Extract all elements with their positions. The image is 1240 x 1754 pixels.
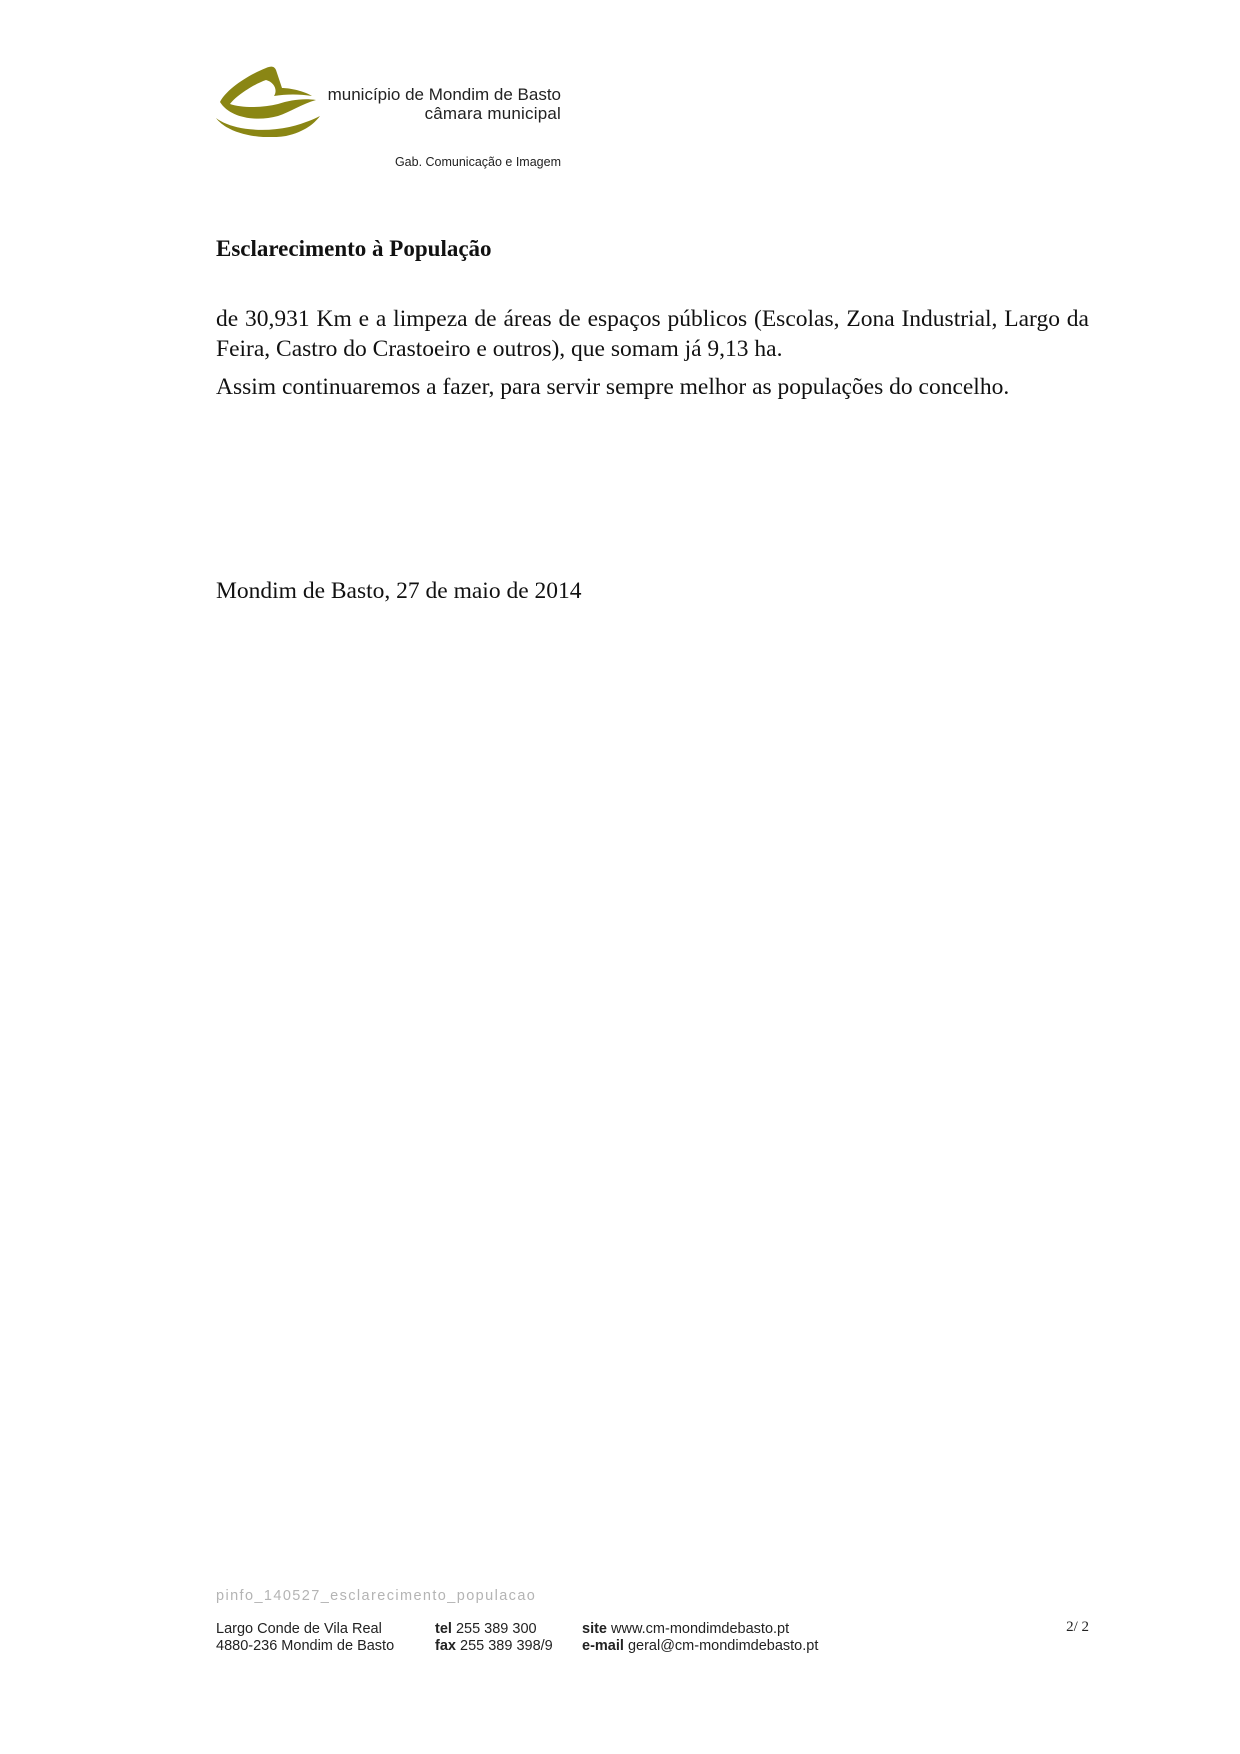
document-title: Esclarecimento à População [216,236,492,261]
tel-value: 255 389 300 [455,1621,537,1637]
fax-value: 255 389 398/9 [460,1638,553,1654]
address-line-1: Largo Conde de Vila Real [216,1621,382,1637]
page-number: 2/ 2 [1066,1619,1089,1635]
footer-phone [435,1621,553,1655]
site-link[interactable]: www.cm-mondimdebasto.pt [611,1621,790,1637]
place-date: Mondim de Basto, 27 de maio de 2014 [216,578,582,604]
address-line-2: 4880-236 Mondim de Basto [216,1638,395,1654]
footer-web [582,1621,818,1655]
org-name [328,85,561,123]
document-reference: pinfo_140527_esclarecimento_populacao [216,1588,537,1604]
letterhead [216,62,561,177]
fax-label: fax [435,1638,456,1654]
org-name-line1: município de Mondim de Basto [327,85,561,104]
page-footer [216,1621,1089,1661]
body-paragraph-1: de 30,931 Km e a limpeza de áreas de espaços públicos (Escolas, Zona Industrial, Largo da Feira, Castro do Crastoeiro e outros), que somam já 9,13 ha. [216,306,1089,362]
email-label: e-mail [582,1638,624,1654]
department-label: Gab. Comunicação e Imagem [394,155,561,169]
org-name-line2: câmara municipal [424,104,561,123]
municipality-logo [216,62,321,137]
site-label: site [582,1621,607,1637]
footer-address [216,1621,394,1655]
document-body [216,304,1089,410]
email-link[interactable]: geral@cm-mondimdebasto.pt [627,1638,819,1654]
body-paragraph-2: Assim continuaremos a fazer, para servir sempre melhor as populações do concelho. [216,374,1010,400]
tel-label: tel [435,1621,452,1637]
